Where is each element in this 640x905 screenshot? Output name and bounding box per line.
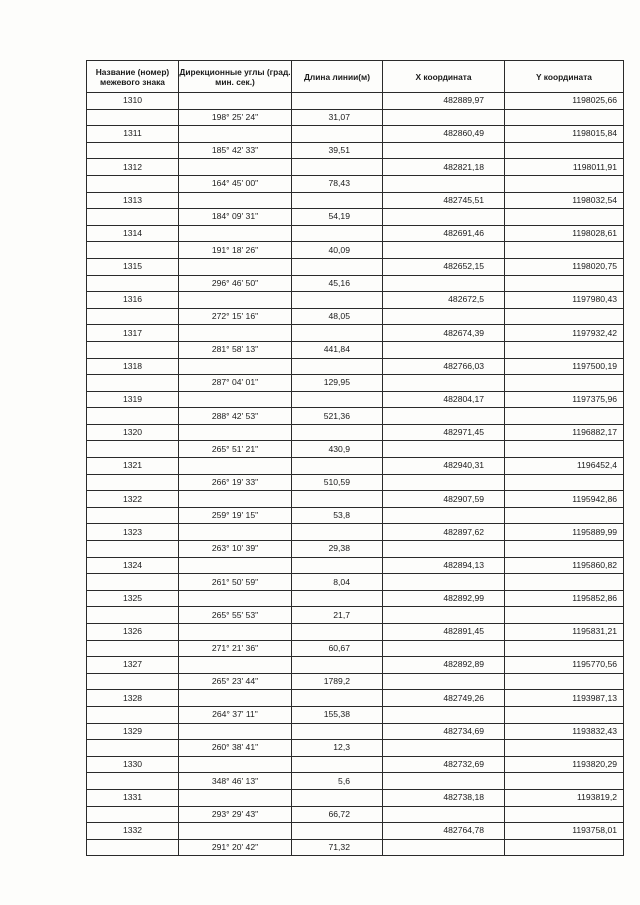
- point-row: [87, 491, 624, 508]
- x-coordinate-cell: 482891,45: [383, 624, 505, 641]
- point-row: [87, 690, 624, 707]
- header-direction-angle: Дирекционные углы (град. мин. сек.): [179, 61, 292, 93]
- point-row: [87, 292, 624, 309]
- empty-cell: [383, 740, 505, 757]
- empty-cell: [87, 773, 179, 790]
- point-row: [87, 258, 624, 275]
- empty-cell: [87, 242, 179, 259]
- y-coordinate-cell: 1197980,43: [505, 292, 624, 309]
- empty-cell: [505, 507, 624, 524]
- empty-cell: [179, 557, 292, 574]
- empty-cell: [505, 308, 624, 325]
- x-coordinate-cell: 482652,15: [383, 258, 505, 275]
- empty-cell: [87, 408, 179, 425]
- empty-cell: [505, 441, 624, 458]
- empty-cell: [383, 773, 505, 790]
- y-coordinate-cell: 1198028,61: [505, 225, 624, 242]
- empty-cell: [292, 690, 383, 707]
- empty-cell: [179, 391, 292, 408]
- y-coordinate-cell: 1198020,75: [505, 258, 624, 275]
- empty-cell: [505, 574, 624, 591]
- point-row: [87, 557, 624, 574]
- line-length-cell: 29,38: [292, 541, 383, 558]
- empty-cell: [87, 706, 179, 723]
- header-line-length: Длина линии(м): [292, 61, 383, 93]
- empty-cell: [505, 242, 624, 259]
- empty-cell: [505, 706, 624, 723]
- point-name-cell: 1313: [87, 192, 179, 209]
- empty-cell: [87, 740, 179, 757]
- direction-angle-cell: 266° 19' 33": [179, 474, 292, 491]
- empty-cell: [179, 823, 292, 840]
- empty-cell: [87, 109, 179, 126]
- empty-cell: [87, 574, 179, 591]
- y-coordinate-cell: 1196452,4: [505, 458, 624, 475]
- x-coordinate-cell: 482894,13: [383, 557, 505, 574]
- point-name-cell: 1329: [87, 723, 179, 740]
- segment-row: [87, 109, 624, 126]
- empty-cell: [292, 557, 383, 574]
- point-name-cell: 1325: [87, 590, 179, 607]
- empty-cell: [383, 574, 505, 591]
- x-coordinate-cell: 482889,97: [383, 93, 505, 110]
- segment-row: [87, 209, 624, 226]
- empty-cell: [292, 93, 383, 110]
- point-name-cell: 1312: [87, 159, 179, 176]
- empty-cell: [87, 142, 179, 159]
- empty-cell: [505, 109, 624, 126]
- direction-angle-cell: 271° 21' 36": [179, 640, 292, 657]
- segment-row: [87, 541, 624, 558]
- point-name-cell: 1318: [87, 358, 179, 375]
- empty-cell: [383, 242, 505, 259]
- segment-row: [87, 441, 624, 458]
- direction-angle-cell: 293° 29' 43": [179, 806, 292, 823]
- point-name-cell: 1314: [87, 225, 179, 242]
- direction-angle-cell: 272° 15' 16": [179, 308, 292, 325]
- empty-cell: [87, 341, 179, 358]
- point-name-cell: 1332: [87, 823, 179, 840]
- point-name-cell: 1324: [87, 557, 179, 574]
- point-name-cell: 1322: [87, 491, 179, 508]
- empty-cell: [179, 756, 292, 773]
- x-coordinate-cell: 482738,18: [383, 789, 505, 806]
- segment-row: [87, 640, 624, 657]
- empty-cell: [383, 507, 505, 524]
- direction-angle-cell: 348° 46' 13": [179, 773, 292, 790]
- empty-cell: [179, 192, 292, 209]
- empty-cell: [292, 358, 383, 375]
- empty-cell: [179, 93, 292, 110]
- empty-cell: [87, 441, 179, 458]
- line-length-cell: 53,8: [292, 507, 383, 524]
- x-coordinate-cell: 482674,39: [383, 325, 505, 342]
- empty-cell: [179, 723, 292, 740]
- point-row: [87, 325, 624, 342]
- point-row: [87, 358, 624, 375]
- x-coordinate-cell: 482749,26: [383, 690, 505, 707]
- point-name-cell: 1317: [87, 325, 179, 342]
- empty-cell: [87, 308, 179, 325]
- x-coordinate-cell: 482804,17: [383, 391, 505, 408]
- point-row: [87, 590, 624, 607]
- point-row: [87, 93, 624, 110]
- x-coordinate-cell: 482734,69: [383, 723, 505, 740]
- point-row: [87, 192, 624, 209]
- empty-cell: [179, 590, 292, 607]
- direction-angle-cell: 261° 50' 59": [179, 574, 292, 591]
- segment-row: [87, 375, 624, 392]
- empty-cell: [292, 789, 383, 806]
- empty-cell: [383, 209, 505, 226]
- empty-cell: [179, 690, 292, 707]
- empty-cell: [292, 258, 383, 275]
- empty-cell: [505, 773, 624, 790]
- segment-row: [87, 142, 624, 159]
- point-name-cell: 1316: [87, 292, 179, 309]
- x-coordinate-cell: 482672,5: [383, 292, 505, 309]
- empty-cell: [505, 175, 624, 192]
- empty-cell: [383, 673, 505, 690]
- y-coordinate-cell: 1197932,42: [505, 325, 624, 342]
- line-length-cell: 66,72: [292, 806, 383, 823]
- direction-angle-cell: 265° 51' 21": [179, 441, 292, 458]
- segment-row: [87, 242, 624, 259]
- empty-cell: [179, 358, 292, 375]
- line-length-cell: 12,3: [292, 740, 383, 757]
- empty-cell: [505, 408, 624, 425]
- point-name-cell: 1311: [87, 126, 179, 143]
- empty-cell: [383, 308, 505, 325]
- line-length-cell: 5,6: [292, 773, 383, 790]
- empty-cell: [383, 175, 505, 192]
- empty-cell: [292, 657, 383, 674]
- point-row: [87, 657, 624, 674]
- y-coordinate-cell: 1195831,21: [505, 624, 624, 641]
- empty-cell: [292, 159, 383, 176]
- point-row: [87, 458, 624, 475]
- empty-cell: [383, 640, 505, 657]
- empty-cell: [292, 192, 383, 209]
- segment-row: [87, 507, 624, 524]
- empty-cell: [179, 458, 292, 475]
- line-length-cell: 21,7: [292, 607, 383, 624]
- direction-angle-cell: 264° 37' 11": [179, 706, 292, 723]
- empty-cell: [179, 225, 292, 242]
- y-coordinate-cell: 1196882,17: [505, 424, 624, 441]
- point-row: [87, 424, 624, 441]
- direction-angle-cell: 185° 42' 33": [179, 142, 292, 159]
- empty-cell: [383, 607, 505, 624]
- y-coordinate-cell: 1193819,2: [505, 789, 624, 806]
- empty-cell: [383, 441, 505, 458]
- empty-cell: [292, 823, 383, 840]
- line-length-cell: 129,95: [292, 375, 383, 392]
- x-coordinate-cell: 482860,49: [383, 126, 505, 143]
- empty-cell: [505, 740, 624, 757]
- y-coordinate-cell: 1198025,66: [505, 93, 624, 110]
- point-name-cell: 1326: [87, 624, 179, 641]
- empty-cell: [505, 607, 624, 624]
- header-point-name: Название (номер) межевого знака: [87, 61, 179, 93]
- segment-row: [87, 706, 624, 723]
- direction-angle-cell: 291° 20' 42": [179, 839, 292, 856]
- boundary-coordinates-table: [86, 60, 624, 856]
- point-row: [87, 225, 624, 242]
- empty-cell: [383, 341, 505, 358]
- empty-cell: [87, 541, 179, 558]
- empty-cell: [179, 325, 292, 342]
- empty-cell: [505, 341, 624, 358]
- empty-cell: [505, 474, 624, 491]
- segment-row: [87, 408, 624, 425]
- empty-cell: [505, 806, 624, 823]
- x-coordinate-cell: 482732,69: [383, 756, 505, 773]
- direction-angle-cell: 259° 19' 15": [179, 507, 292, 524]
- segment-row: [87, 839, 624, 856]
- empty-cell: [87, 275, 179, 292]
- empty-cell: [179, 624, 292, 641]
- empty-cell: [292, 624, 383, 641]
- header-x-coordinate: X координата: [383, 61, 505, 93]
- segment-row: [87, 175, 624, 192]
- point-name-cell: 1328: [87, 690, 179, 707]
- y-coordinate-cell: 1193832,43: [505, 723, 624, 740]
- empty-cell: [383, 541, 505, 558]
- point-name-cell: 1310: [87, 93, 179, 110]
- direction-angle-cell: 191° 18' 26": [179, 242, 292, 259]
- x-coordinate-cell: 482897,62: [383, 524, 505, 541]
- direction-angle-cell: 198° 25' 24": [179, 109, 292, 126]
- x-coordinate-cell: 482971,45: [383, 424, 505, 441]
- point-row: [87, 789, 624, 806]
- empty-cell: [179, 159, 292, 176]
- line-length-cell: 48,05: [292, 308, 383, 325]
- line-length-cell: 31,07: [292, 109, 383, 126]
- point-row: [87, 624, 624, 641]
- y-coordinate-cell: 1193987,13: [505, 690, 624, 707]
- point-row: [87, 756, 624, 773]
- segment-row: [87, 740, 624, 757]
- y-coordinate-cell: 1197500,19: [505, 358, 624, 375]
- line-length-cell: 45,16: [292, 275, 383, 292]
- direction-angle-cell: 164° 45' 00": [179, 175, 292, 192]
- empty-cell: [179, 657, 292, 674]
- header-y-coordinate: Y координата: [505, 61, 624, 93]
- empty-cell: [292, 723, 383, 740]
- empty-cell: [383, 408, 505, 425]
- table-header-row: [87, 61, 624, 93]
- y-coordinate-cell: 1195770,56: [505, 657, 624, 674]
- segment-row: [87, 574, 624, 591]
- line-length-cell: 521,36: [292, 408, 383, 425]
- line-length-cell: 39,51: [292, 142, 383, 159]
- empty-cell: [292, 126, 383, 143]
- y-coordinate-cell: 1197375,96: [505, 391, 624, 408]
- coordinates-sheet: [86, 60, 623, 856]
- segment-row: [87, 275, 624, 292]
- line-length-cell: 8,04: [292, 574, 383, 591]
- empty-cell: [505, 209, 624, 226]
- y-coordinate-cell: 1195942,86: [505, 491, 624, 508]
- empty-cell: [383, 109, 505, 126]
- line-length-cell: 1789,2: [292, 673, 383, 690]
- line-length-cell: 71,32: [292, 839, 383, 856]
- y-coordinate-cell: 1193758,01: [505, 823, 624, 840]
- empty-cell: [505, 839, 624, 856]
- empty-cell: [505, 541, 624, 558]
- segment-row: [87, 474, 624, 491]
- point-name-cell: 1320: [87, 424, 179, 441]
- point-row: [87, 723, 624, 740]
- direction-angle-cell: 288° 42' 53": [179, 408, 292, 425]
- x-coordinate-cell: 482892,99: [383, 590, 505, 607]
- y-coordinate-cell: 1198015,84: [505, 126, 624, 143]
- x-coordinate-cell: 482745,51: [383, 192, 505, 209]
- line-length-cell: 155,38: [292, 706, 383, 723]
- empty-cell: [87, 474, 179, 491]
- line-length-cell: 54,19: [292, 209, 383, 226]
- point-row: [87, 126, 624, 143]
- empty-cell: [383, 806, 505, 823]
- line-length-cell: 510,59: [292, 474, 383, 491]
- empty-cell: [292, 391, 383, 408]
- empty-cell: [292, 292, 383, 309]
- y-coordinate-cell: 1198032,54: [505, 192, 624, 209]
- x-coordinate-cell: 482821,18: [383, 159, 505, 176]
- empty-cell: [87, 607, 179, 624]
- empty-cell: [383, 474, 505, 491]
- direction-angle-cell: 260° 38' 41": [179, 740, 292, 757]
- y-coordinate-cell: 1195889,99: [505, 524, 624, 541]
- segment-row: [87, 806, 624, 823]
- segment-row: [87, 308, 624, 325]
- direction-angle-cell: 287° 04' 01": [179, 375, 292, 392]
- direction-angle-cell: 296° 46' 50": [179, 275, 292, 292]
- point-name-cell: 1327: [87, 657, 179, 674]
- y-coordinate-cell: 1198011,91: [505, 159, 624, 176]
- x-coordinate-cell: 482691,46: [383, 225, 505, 242]
- empty-cell: [292, 524, 383, 541]
- line-length-cell: 430,9: [292, 441, 383, 458]
- point-name-cell: 1315: [87, 258, 179, 275]
- empty-cell: [179, 424, 292, 441]
- empty-cell: [505, 375, 624, 392]
- empty-cell: [505, 275, 624, 292]
- point-name-cell: 1331: [87, 789, 179, 806]
- empty-cell: [383, 275, 505, 292]
- empty-cell: [383, 839, 505, 856]
- direction-angle-cell: 281° 58' 13": [179, 341, 292, 358]
- point-name-cell: 1323: [87, 524, 179, 541]
- empty-cell: [179, 292, 292, 309]
- empty-cell: [179, 524, 292, 541]
- line-length-cell: 78,43: [292, 175, 383, 192]
- empty-cell: [505, 142, 624, 159]
- point-row: [87, 159, 624, 176]
- segment-row: [87, 673, 624, 690]
- direction-angle-cell: 265° 55' 53": [179, 607, 292, 624]
- segment-row: [87, 341, 624, 358]
- x-coordinate-cell: 482907,59: [383, 491, 505, 508]
- point-name-cell: 1330: [87, 756, 179, 773]
- empty-cell: [505, 640, 624, 657]
- x-coordinate-cell: 482766,03: [383, 358, 505, 375]
- x-coordinate-cell: 482764,78: [383, 823, 505, 840]
- empty-cell: [87, 640, 179, 657]
- segment-row: [87, 607, 624, 624]
- empty-cell: [383, 142, 505, 159]
- empty-cell: [292, 225, 383, 242]
- x-coordinate-cell: 482892,89: [383, 657, 505, 674]
- direction-angle-cell: 184° 09' 31": [179, 209, 292, 226]
- direction-angle-cell: 265° 23' 44": [179, 673, 292, 690]
- empty-cell: [292, 424, 383, 441]
- direction-angle-cell: 263° 10' 39": [179, 541, 292, 558]
- empty-cell: [292, 491, 383, 508]
- y-coordinate-cell: 1195852,86: [505, 590, 624, 607]
- empty-cell: [87, 209, 179, 226]
- empty-cell: [179, 126, 292, 143]
- line-length-cell: 60,67: [292, 640, 383, 657]
- y-coordinate-cell: 1193820,29: [505, 756, 624, 773]
- empty-cell: [87, 839, 179, 856]
- table-body: [87, 93, 624, 856]
- point-name-cell: 1319: [87, 391, 179, 408]
- empty-cell: [87, 175, 179, 192]
- empty-cell: [179, 789, 292, 806]
- empty-cell: [87, 806, 179, 823]
- empty-cell: [292, 325, 383, 342]
- empty-cell: [179, 258, 292, 275]
- empty-cell: [179, 491, 292, 508]
- segment-row: [87, 773, 624, 790]
- empty-cell: [292, 458, 383, 475]
- empty-cell: [87, 673, 179, 690]
- empty-cell: [505, 673, 624, 690]
- point-row: [87, 391, 624, 408]
- point-name-cell: 1321: [87, 458, 179, 475]
- line-length-cell: 441,84: [292, 341, 383, 358]
- empty-cell: [383, 706, 505, 723]
- empty-cell: [292, 590, 383, 607]
- empty-cell: [87, 507, 179, 524]
- empty-cell: [292, 756, 383, 773]
- empty-cell: [87, 375, 179, 392]
- point-row: [87, 823, 624, 840]
- y-coordinate-cell: 1195860,82: [505, 557, 624, 574]
- point-row: [87, 524, 624, 541]
- line-length-cell: 40,09: [292, 242, 383, 259]
- empty-cell: [383, 375, 505, 392]
- x-coordinate-cell: 482940,31: [383, 458, 505, 475]
